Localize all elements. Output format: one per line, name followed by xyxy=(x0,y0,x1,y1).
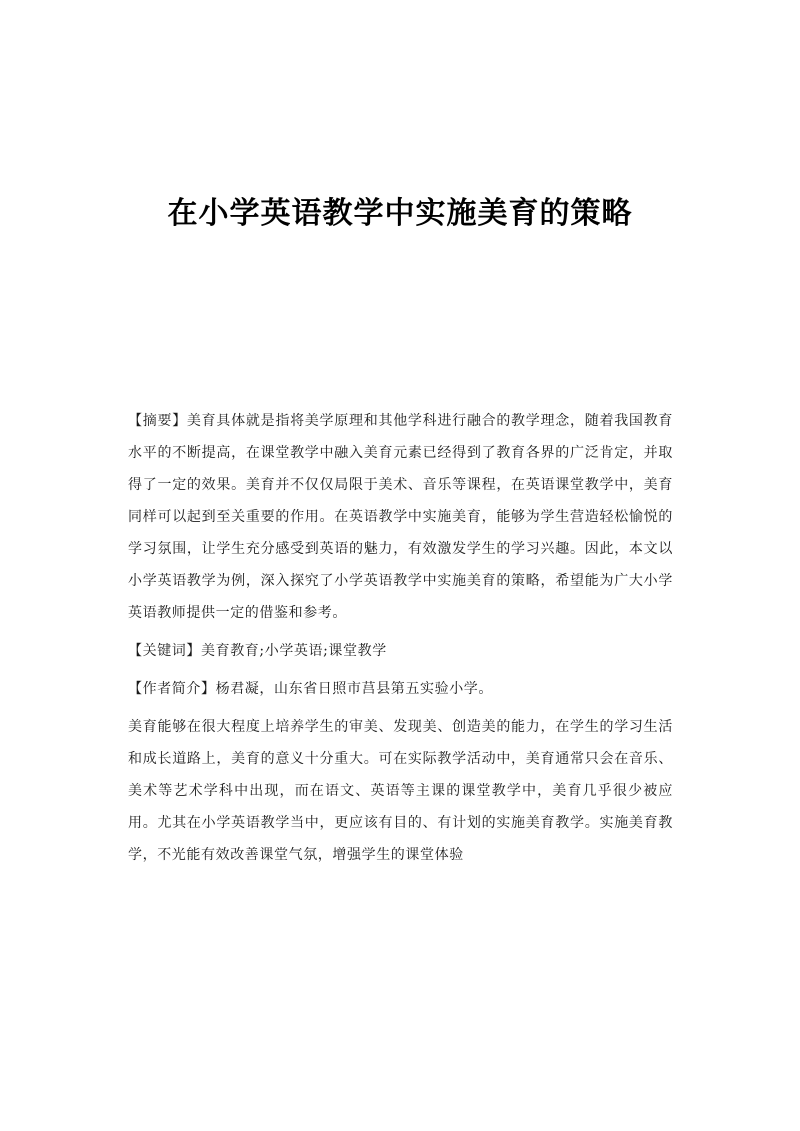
document-body xyxy=(128,405,673,871)
intro-paragraph: 美育能够在很大程度上培养学生的审美、发现美、创造美的能力，在学生的学习生活和成长道路上，美育的意义十分重大。可在实际教学活动中，美育通常只会在音乐、美术等艺术学科中出现，而在语文、英语等主课的课堂教学中，美育几乎很少被应用。尤其在小学英语教学当中，更应该有目的、有计划的实施美育教学。实施美育教学，不光能有效改善课堂气氛，增强学生的课堂体验 xyxy=(128,719,673,863)
abstract-paragraph: 【摘要】美育具体就是指将美学原理和其他学科进行融合的教学理念，随着我国教育水平的不断提高，在课堂教学中融入美育元素已经得到了教育各界的广泛肯定，并取得了一定的效果。美育并不仅仅局限于美术、音乐等课程，在英语课堂教学中，美育同样可以起到至关重要的作用。在英语教学中实施美育，能够为学生营造轻松愉悦的学习氛围，让学生充分感受到英语的魅力，有效激发学生的学习兴趣。因此，本文以小学英语教学为例，深入探究了小学英语教学中实施美育的策略，希望能为广大小学英语教师提供一定的借鉴和参考。 xyxy=(128,413,673,621)
keywords-paragraph: 【关键词】美育教育;小学英语;课堂教学 xyxy=(128,643,387,659)
document-title: 在小学英语教学中实施美育的策略 xyxy=(167,196,633,231)
author-paragraph: 【作者简介】杨君凝，山东省日照市莒县第五实验小学。 xyxy=(128,681,493,697)
